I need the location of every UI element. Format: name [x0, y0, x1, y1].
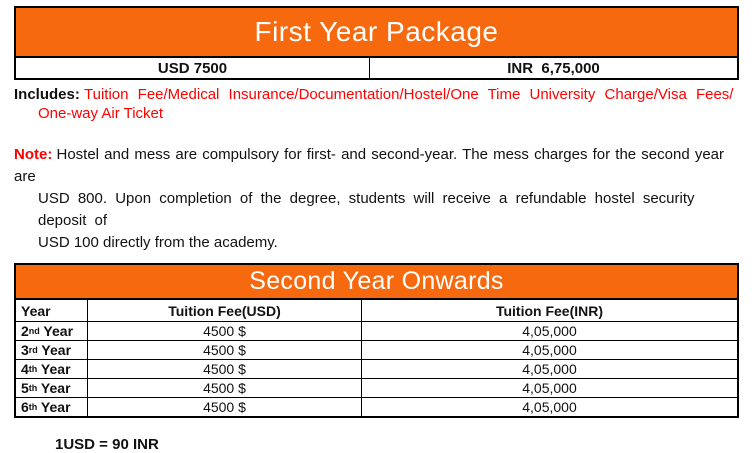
year-number: 4 — [21, 361, 29, 377]
tuition-inr-cell: 4,05,000 — [361, 341, 737, 359]
year-word: Year — [37, 399, 71, 415]
year-cell: 2 nd Year — [21, 323, 74, 339]
table-row — [16, 397, 737, 416]
includes-label: Includes: — [14, 86, 80, 103]
tuition-inr-cell: 4,05,000 — [361, 398, 737, 416]
tuition-inr-cell: 4,05,000 — [361, 360, 737, 378]
usd-price-cell: USD 7500 — [16, 58, 370, 78]
includes-paragraph — [14, 85, 740, 123]
table-row — [16, 321, 737, 340]
note-label: Note: — [14, 146, 53, 163]
tuition-usd-cell: 4500 $ — [87, 398, 361, 416]
tuition-usd-cell: 4500 $ — [87, 341, 361, 359]
includes-items-line1: Tuition Fee/Medical Insurance/Documentation/Hostel/One Time University Charge/Visa Fees/ — [84, 86, 734, 103]
first-year-price-row — [16, 58, 737, 78]
includes-items-line2: One-way Air Ticket — [38, 105, 164, 122]
first-year-package-table — [14, 6, 739, 80]
tuition-usd-cell: 4500 $ — [87, 379, 361, 397]
year-word: Year — [37, 342, 72, 358]
year-cell: 4 th Year — [21, 361, 71, 377]
table-row — [16, 378, 737, 397]
year-number: 6 — [21, 399, 29, 415]
year-cell: 6 th Year — [21, 399, 71, 415]
table-header-row — [16, 300, 737, 321]
second-year-onwards-table — [14, 263, 739, 418]
note-paragraph — [14, 144, 742, 254]
exchange-rate-note: 1USD = 90 INR — [55, 436, 159, 453]
year-word: Year — [37, 361, 71, 377]
column-header-tuition-inr: Tuition Fee(INR) — [361, 300, 737, 321]
year-number: 5 — [21, 380, 29, 396]
year-number: 3 — [21, 342, 29, 358]
inr-price-cell: INR 6,75,000 — [507, 59, 600, 77]
first-year-package-title: First Year Package — [254, 16, 499, 47]
column-header-tuition-usd: Tuition Fee(USD) — [87, 300, 361, 321]
note-text-line1: Hostel and mess are compulsory for first- and second-year. The mess charges for the second year are — [14, 146, 725, 185]
second-year-onwards-header — [16, 265, 737, 300]
note-text-line2: USD 800. Upon completion of the degree, students will receive a refundable hostel security deposit of — [38, 190, 695, 229]
year-cell: 3 rd Year — [21, 342, 72, 358]
year-cell: 5 th Year — [21, 380, 71, 396]
second-year-onwards-title: Second Year Onwards — [249, 267, 504, 295]
year-word: Year — [37, 380, 71, 396]
first-year-package-header — [16, 8, 737, 58]
note-text-line3: USD 100 directly from the academy. — [38, 234, 278, 251]
tuition-usd-cell: 4500 $ — [87, 360, 361, 378]
tuition-inr-cell: 4,05,000 — [361, 322, 737, 340]
tuition-usd-cell: 4500 $ — [87, 322, 361, 340]
year-word: Year — [39, 323, 74, 339]
tuition-inr-cell: 4,05,000 — [361, 379, 737, 397]
table-row — [16, 340, 737, 359]
column-header-year: Year — [21, 302, 51, 319]
year-number: 2 — [21, 323, 29, 339]
table-row — [16, 359, 737, 378]
